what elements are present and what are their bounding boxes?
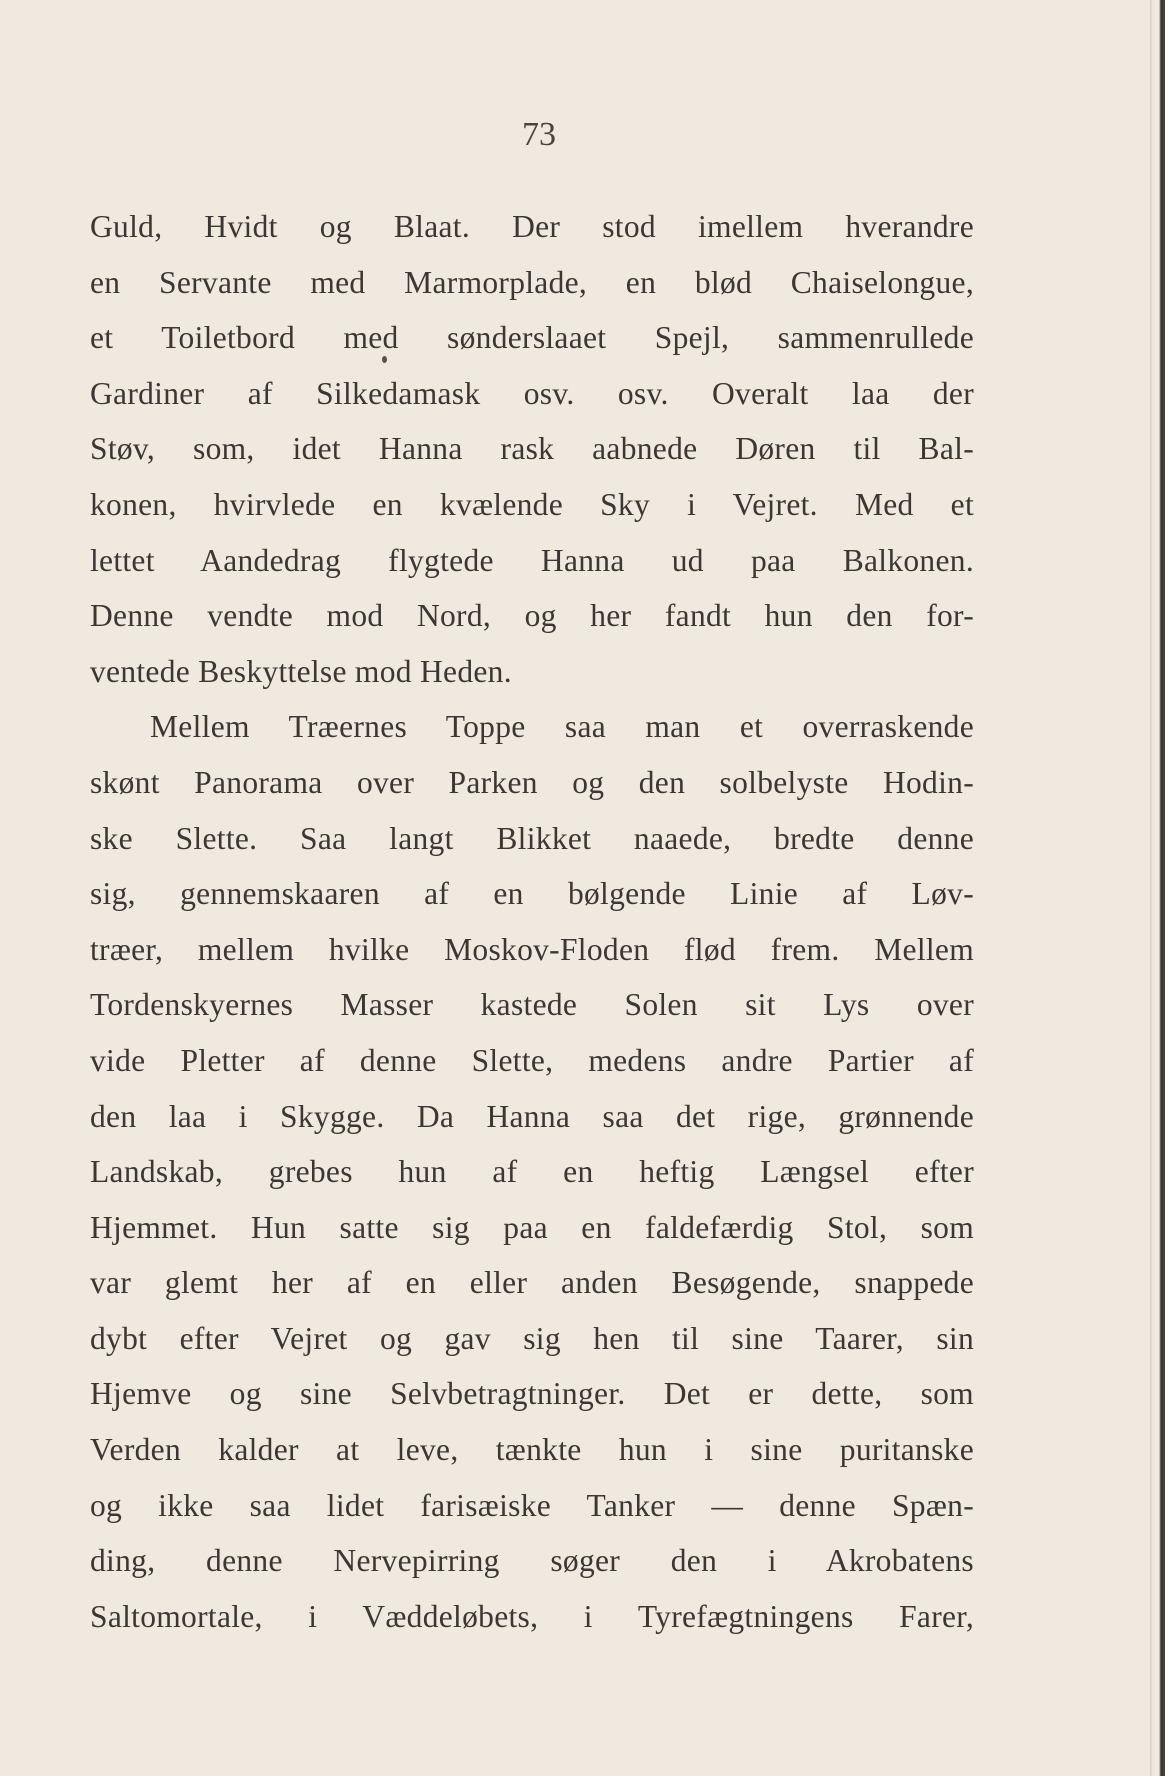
text-line: Hjemve og sine Selvbetragtninger. Det er dette, som <box>90 1376 974 1412</box>
text-line: Guld, Hvidt og Blaat. Der stod imellem hverandre <box>90 209 974 244</box>
text-line: og ikke saa lidet farisæiske Tanker — denne Spæn- <box>90 1487 974 1523</box>
text-line: ske Slette. Saa langt Blikket naaede, bredte denne <box>90 820 974 856</box>
text-line: en Servante med Marmorplade, en blød Chaiselongue, <box>90 264 974 300</box>
text-line: lettet Aandedrag flygtede Hanna ud paa Balkonen. <box>90 542 974 578</box>
page-edge-shadow <box>1150 0 1165 1776</box>
paragraph-first-line: Mellem Træernes Toppe saa man et overraskende <box>150 709 974 745</box>
text-line: den laa i Skygge. Da Hanna saa det rige, grønnende <box>90 1098 974 1134</box>
text-line: konen, hvirvlede en kvælende Sky i Vejret. Med et <box>90 486 974 522</box>
text-line: Landskab, grebes hun af en heftig Længsel efter <box>90 1154 974 1190</box>
text-line: Støv, som, idet Hanna rask aabnede Døren til Bal- <box>90 431 974 467</box>
text-line: Saltomortale, i Væddeløbets, i Tyrefægtningens Farer, <box>90 1598 974 1634</box>
text-line: ding, denne Nervepirring søger den i Akrobatens <box>90 1543 974 1579</box>
text-line: Denne vendte mod Nord, og her fandt hun den for- <box>90 598 974 634</box>
text-line: et Toiletbord med sønderslaaet Spejl, sammenrullede <box>90 320 974 356</box>
text-line: skønt Panorama over Parken og den solbelyste Hodin- <box>90 764 974 800</box>
text-line: Verden kalder at leve, tænkte hun i sine puritanske <box>90 1432 974 1468</box>
text-line: Tordenskyernes Masser kastede Solen sit Lys over <box>90 987 974 1023</box>
text-line: vide Pletter af denne Slette, medens andre Partier af <box>90 1042 974 1078</box>
text-line: Gardiner af Silkedamask osv. osv. Overalt laa der <box>90 375 974 411</box>
text-line: var glemt her af en eller anden Besøgende, snappede <box>90 1265 974 1301</box>
paragraph-last-line: ventede Beskyttelse mod Heden. <box>90 653 512 689</box>
body-text <box>90 199 974 1644</box>
text-line: Hjemmet. Hun satte sig paa en faldefærdig Stol, som <box>90 1209 974 1245</box>
text-line: sig, gennemskaaren af en bølgende Linie af Løv- <box>90 876 974 912</box>
text-line: træer, mellem hvilke Moskov-Floden flød frem. Mellem <box>90 931 974 967</box>
text-line: dybt efter Vejret og gav sig hen til sine Taarer, sin <box>90 1320 974 1356</box>
page-number: 73 <box>522 116 556 153</box>
ink-speck <box>382 356 387 363</box>
